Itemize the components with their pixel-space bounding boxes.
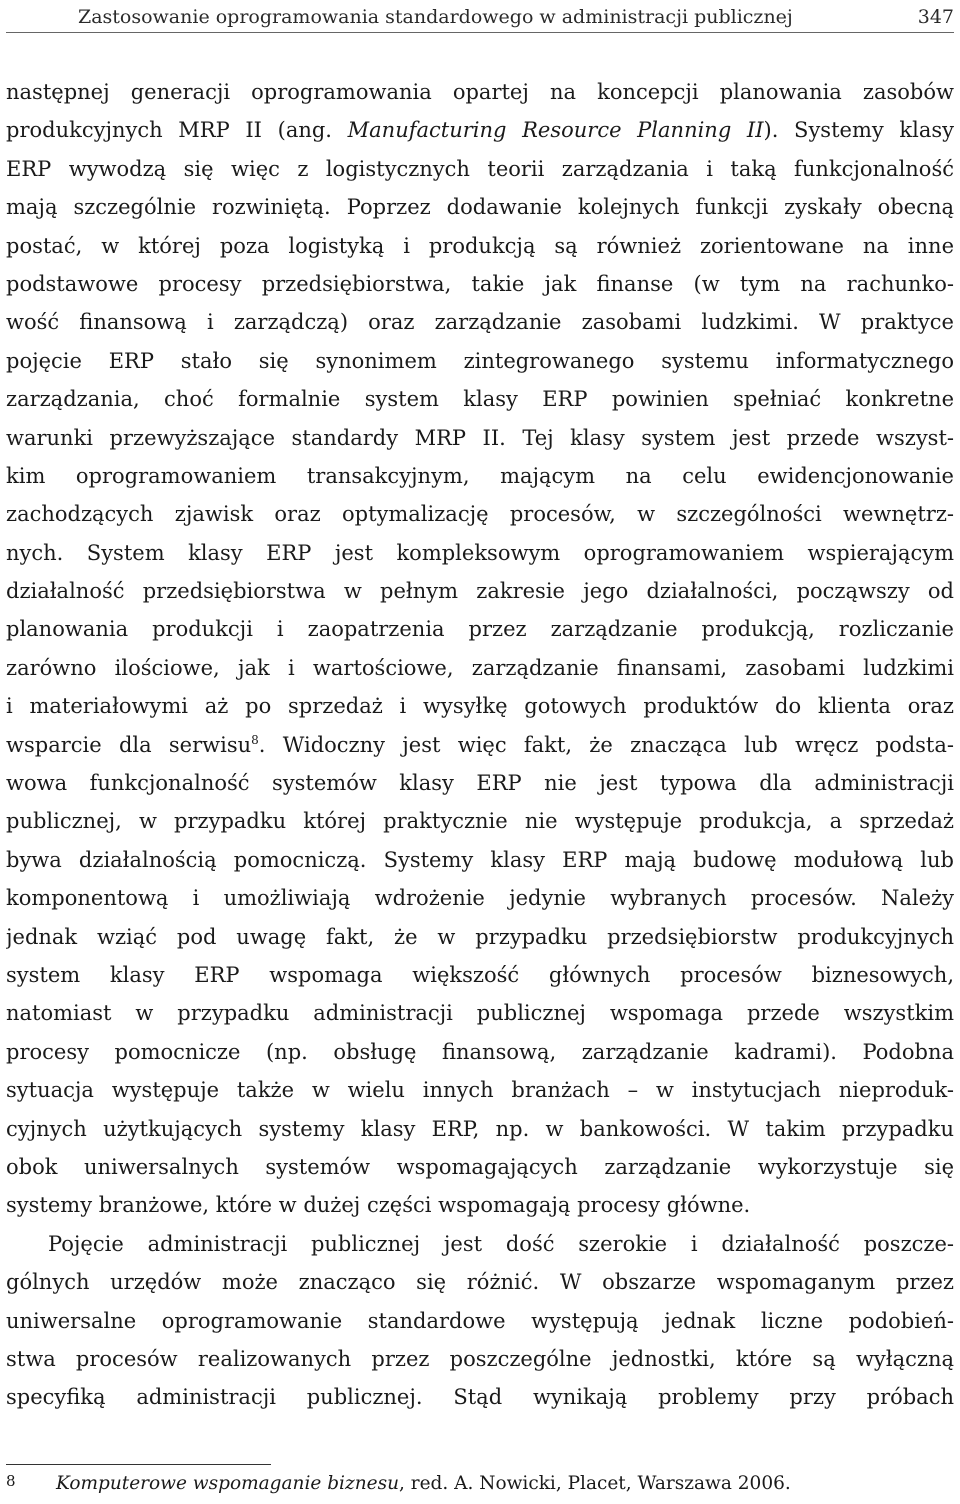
body-text [6, 73, 954, 1417]
text-line: bywa działalnością pomocniczą. Systemy klasy ERP mają budowę modułową lub [6, 847, 954, 872]
text-line: system klasy ERP wspomaga większość głównych procesów biznesowych, [6, 962, 954, 987]
text-line: sytuacja występuje także w wielu innych branżach – w instytucjach nieproduk- [6, 1078, 954, 1103]
text-line: Pojęcie administracji publicznej jest dość szerokie i działalność poszcze- [48, 1231, 954, 1256]
text-line: komponentową i umożliwiają wdrożenie jedynie wybranych procesów. Należy [6, 886, 954, 911]
text-line: procesy pomocnicze (np. obsługę finansową, zarządzanie kadrami). Podobna [6, 1039, 954, 1064]
footnote-mark: 8 [6, 1472, 16, 1490]
footnote [6, 1472, 791, 1494]
footnote-reference: 8 [251, 732, 259, 747]
text-line: następnej generacji oprogramowania opartej na koncepcji planowania zasobów [6, 80, 954, 104]
text-line: wowa funkcjonalność systemów klasy ERP nie jest typowa dla administracji [6, 771, 954, 796]
text-line: publicznej, w przypadku której praktycznie nie występuje produkcja, a sprzedaż [6, 809, 954, 834]
text-line: zarządzania, choć formalnie system klasy ERP powinien spełniać konkretne [6, 387, 954, 412]
footnote-text: , red. A. Nowicki, Placet, Warszawa 2006. [398, 1473, 791, 1494]
text-line: gólnych urzędów może znacząco się różnić. W obszarze wspomaganym przez [6, 1270, 954, 1295]
text-line: planowania produkcji i zaopatrzenia przez zarządzanie produkcją, rozliczanie [6, 617, 954, 642]
running-head [0, 0, 960, 34]
text-segment: . Widoczny jest więc fakt, że znacząca lub wręcz podsta- [258, 732, 954, 757]
text-line: specyfiką administracji publicznej. Stąd wynikają problemy przy próbach [6, 1385, 954, 1410]
text-line [6, 111, 954, 149]
text-segment: wsparcie dla serwisu [6, 732, 252, 757]
text-line: zarówno ilościowe, jak i wartościowe, zarządzanie finansami, zasobami ludzkimi [6, 655, 954, 680]
text-line: i materiałowymi aż po sprzedaż i wysyłkę gotowych produktów do klienta oraz [6, 694, 954, 719]
text-line: uniwersalne oprogramowanie standardowe występują jednak liczne podobień- [6, 1308, 954, 1333]
text-line: jednak wziąć pod uwagę fakt, że w przypadku przedsiębiorstw produkcyjnych [6, 924, 954, 949]
text-line: natomiast w przypadku administracji publicznej wspomaga przede wszystkim [6, 1001, 954, 1026]
text-line: stwa procesów realizowanych przez poszczególne jednostki, które są wyłączną [6, 1346, 954, 1371]
text-line: cyjnych użytkujących systemy klasy ERP, np. w bankowości. W takim przypadku [6, 1116, 954, 1141]
text-line: warunki przewyższające standardy MRP II. Tej klasy system jest przede wszyst- [6, 425, 954, 450]
text-line [6, 726, 954, 764]
footnote-title: Komputerowe wspomaganie biznesu [56, 1473, 399, 1494]
text-line: systemy branżowe, które w dużej części wspomagają procesy główne. [6, 1193, 751, 1218]
italic-term: Manufacturing Resource Planning II [347, 118, 764, 143]
text-line: kim oprogramowaniem transakcyjnym, mającym na celu ewidencjonowanie [6, 463, 954, 488]
text-segment: produkcyjnych MRP II (ang. [6, 118, 348, 143]
text-line: postać, w której poza logistyką i produkcją są również zorientowane na inne [6, 233, 954, 258]
text-line: obok uniwersalnych systemów wspomagających zarządzanie wykorzystuje się [6, 1154, 954, 1179]
text-line: pojęcie ERP stało się synonimem zintegrowanego systemu informatycznego [6, 348, 954, 373]
text-line: ERP wywodzą się więc z logistycznych teorii zarządzania i taką funkcjonalność [6, 156, 954, 181]
page-number: 347 [917, 6, 954, 28]
text-line: mają szczególnie rozwiniętą. Poprzez dodawanie kolejnych funkcji zyskały obecną [6, 195, 954, 220]
text-segment: ). Systemy klasy [763, 118, 954, 143]
text-line: zachodzących zjawisk oraz optymalizację procesów, w szczególności wewnętrz- [6, 502, 954, 527]
header-rule [6, 32, 954, 33]
text-line: nych. System klasy ERP jest kompleksowym oprogramowaniem wspierającym [6, 540, 954, 565]
running-title: Zastosowanie oprogramowania standardowego w administracji publicznej [78, 6, 793, 28]
text-line: działalność przedsiębiorstwa w pełnym zakresie jego działalności, począwszy od [6, 579, 954, 604]
text-line: wość finansową i zarządczą) oraz zarządzanie zasobami ludzkimi. W praktyce [6, 310, 954, 335]
text-line: podstawowe procesy przedsiębiorstwa, takie jak finanse (w tym na rachunko- [6, 271, 954, 296]
footnote-rule [6, 1464, 271, 1465]
